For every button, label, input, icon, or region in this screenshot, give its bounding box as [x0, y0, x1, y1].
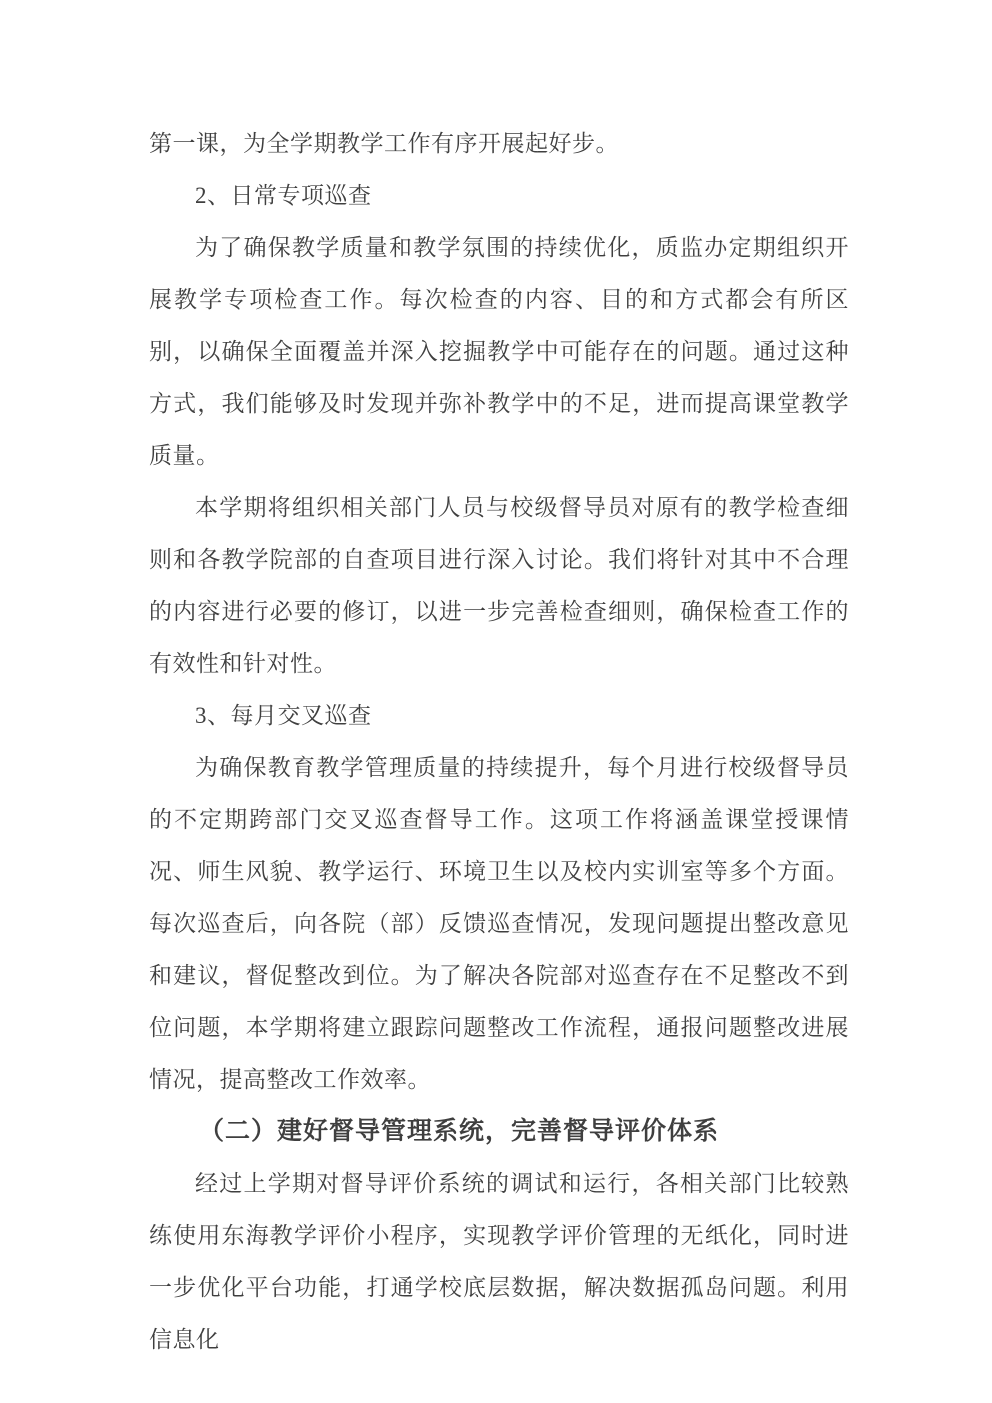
document-content [149, 118, 849, 1366]
paragraph: 为确保教育教学管理质量的持续提升，每个月进行校级督导员的不定期跨部门交叉巡查督导工作。这项工作将涵盖课堂授课情况、师生风貌、教学运行、环境卫生以及校内实训室等多个方面。每次巡查后，向各院（部）反馈巡查情况，发现问题提出整改意见和建议，督促整改到位。为了解决各院部对巡查存在不足整改不到位问题，本学期将建立跟踪问题整改工作流程，通报问题整改进展情况，提高整改工作效率。 [149, 755, 849, 1092]
paragraph: 本学期将组织相关部门人员与校级督导员对原有的教学检查细则和各教学院部的自查项目进行深入讨论。我们将针对其中不合理的内容进行必要的修订，以进一步完善检查细则，确保检查工作的有效性和针对性。 [149, 495, 849, 676]
section-heading: （二）建好督导管理系统，完善督导评价体系 [199, 1118, 720, 1145]
paragraph: 第一课，为全学期教学工作有序开展起好步。 [149, 131, 619, 156]
paragraph: 经过上学期对督导评价系统的调试和运行，各相关部门比较熟练使用东海教学评价小程序，实现教学评价管理的无纸化，同时进一步优化平台功能，打通学校底层数据，解决数据孤岛问题。利用信息化 [149, 1171, 849, 1352]
numbered-heading: 2、日常专项巡查 [195, 183, 372, 208]
numbered-heading: 3、每月交叉巡查 [195, 703, 372, 728]
paragraph: 为了确保教学质量和教学氛围的持续优化，质监办定期组织开展教学专项检查工作。每次检查的内容、目的和方式都会有所区别，以确保全面覆盖并深入挖掘教学中可能存在的问题。通过这种方式，我们能够及时发现并弥补教学中的不足，进而提高课堂教学质量。 [149, 235, 849, 468]
